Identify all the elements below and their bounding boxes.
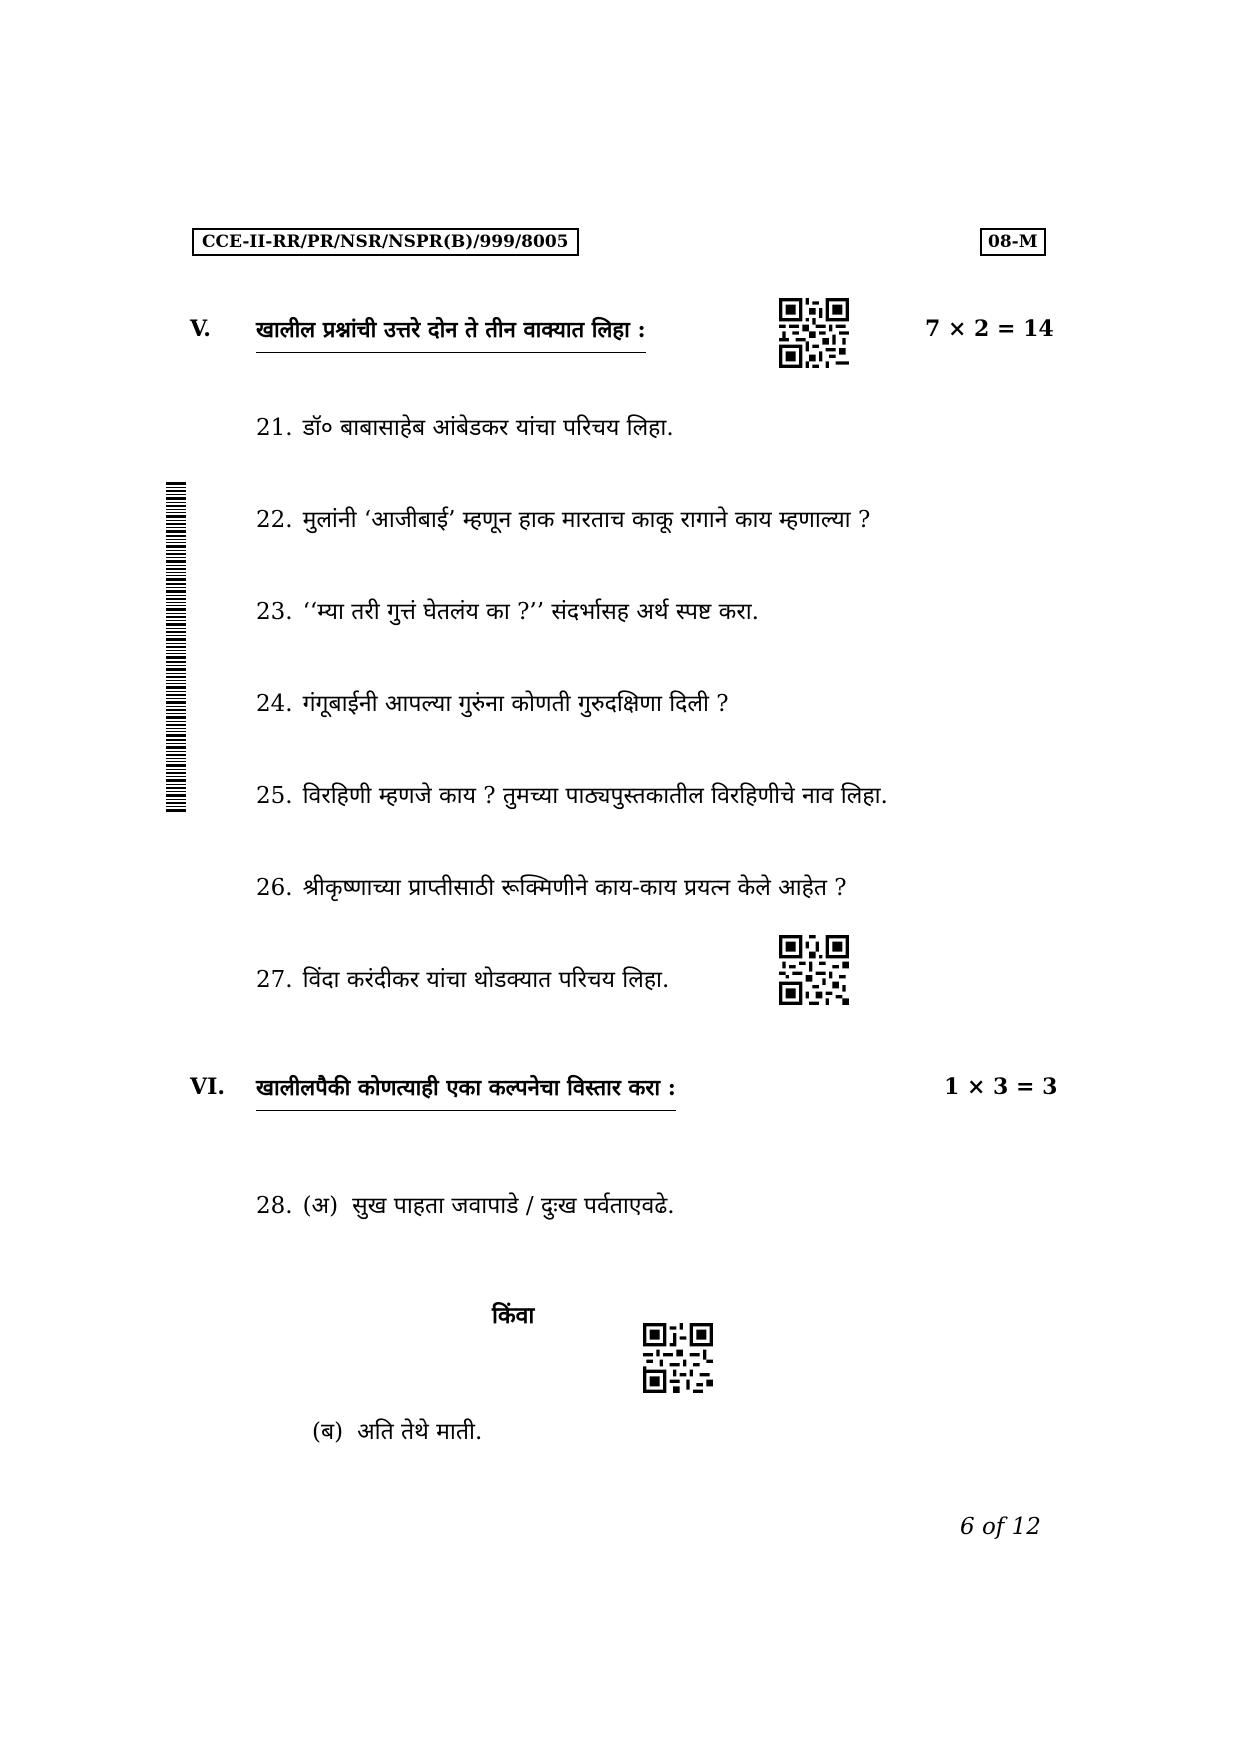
question-text: ‘‘म्या तरी गुत्तं घेतलंय का ?’’ संदर्भासह अर्थ स्पष्ट करा. bbox=[302, 599, 759, 625]
question-28-option-b bbox=[312, 1414, 482, 1446]
question-text: विंदा करंदीकर यांचा थोडक्यात परिचय लिहा. bbox=[302, 967, 670, 993]
question-25 bbox=[256, 778, 888, 810]
section-vi-title: खालीलपैकी कोणत्याही एका कल्पनेचा विस्तार करा : bbox=[256, 1072, 676, 1111]
option-a-label: (अ) bbox=[302, 1193, 339, 1219]
question-27 bbox=[256, 962, 669, 994]
paper-code-box bbox=[980, 228, 1046, 256]
qr-code-icon bbox=[779, 298, 849, 368]
section-vi-number: VI. bbox=[190, 1074, 226, 1100]
option-b-label: (ब) bbox=[312, 1419, 344, 1445]
question-28-option-a bbox=[256, 1188, 675, 1220]
or-label: किंवा bbox=[492, 1302, 535, 1329]
option-a-text: सुख पाहता जवापाडे / दुःख पर्वताएवढे. bbox=[352, 1193, 675, 1219]
question-22 bbox=[256, 502, 870, 534]
section-v-number: V. bbox=[190, 316, 211, 342]
exam-code-box bbox=[192, 228, 579, 256]
question-number: 27. bbox=[256, 967, 293, 993]
question-text: श्रीकृष्णाच्या प्राप्तीसाठी रूक्मिणीने काय-काय प्रयत्न केले आहेत ? bbox=[302, 875, 847, 901]
question-21 bbox=[256, 410, 674, 442]
paper-code: 08-M bbox=[988, 232, 1038, 252]
barcode-icon bbox=[166, 482, 186, 812]
question-text: डॉ० बाबासाहेब आंबेडकर यांचा परिचय लिहा. bbox=[302, 415, 674, 441]
section-v-marks: 7 × 2 = 14 bbox=[925, 316, 1054, 342]
section-v-title: खालील प्रश्नांची उत्तरे दोन ते तीन वाक्यात लिहा : bbox=[256, 314, 646, 353]
page-number: 6 of 12 bbox=[960, 1514, 1041, 1540]
question-23 bbox=[256, 594, 759, 626]
section-vi-marks: 1 × 3 = 3 bbox=[944, 1074, 1058, 1100]
question-text: विरहिणी म्हणजे काय ? तुमच्या पाठ्यपुस्तकातील विरहिणीचे नाव लिहा. bbox=[302, 783, 888, 809]
question-number: 26. bbox=[256, 875, 293, 901]
exam-code: CCE-II-RR/PR/NSR/NSPR(B)/999/8005 bbox=[202, 232, 569, 252]
question-26 bbox=[256, 870, 847, 902]
question-number: 28. bbox=[256, 1193, 293, 1219]
option-b-text: अति तेथे माती. bbox=[357, 1419, 483, 1445]
question-number: 24. bbox=[256, 691, 293, 717]
question-number: 23. bbox=[256, 599, 293, 625]
question-text: मुलांनी ‘आजीबाई’ म्हणून हाक मारताच काकू रागाने काय म्हणाल्या ? bbox=[302, 507, 871, 533]
question-text: गंगूबाईनी आपल्या गुरुंना कोणती गुरुदक्षिणा दिली ? bbox=[302, 691, 729, 717]
qr-code-icon bbox=[643, 1323, 713, 1393]
question-number: 21. bbox=[256, 415, 293, 441]
question-24 bbox=[256, 686, 729, 718]
qr-code-icon bbox=[779, 935, 849, 1005]
question-number: 25. bbox=[256, 783, 293, 809]
question-number: 22. bbox=[256, 507, 293, 533]
